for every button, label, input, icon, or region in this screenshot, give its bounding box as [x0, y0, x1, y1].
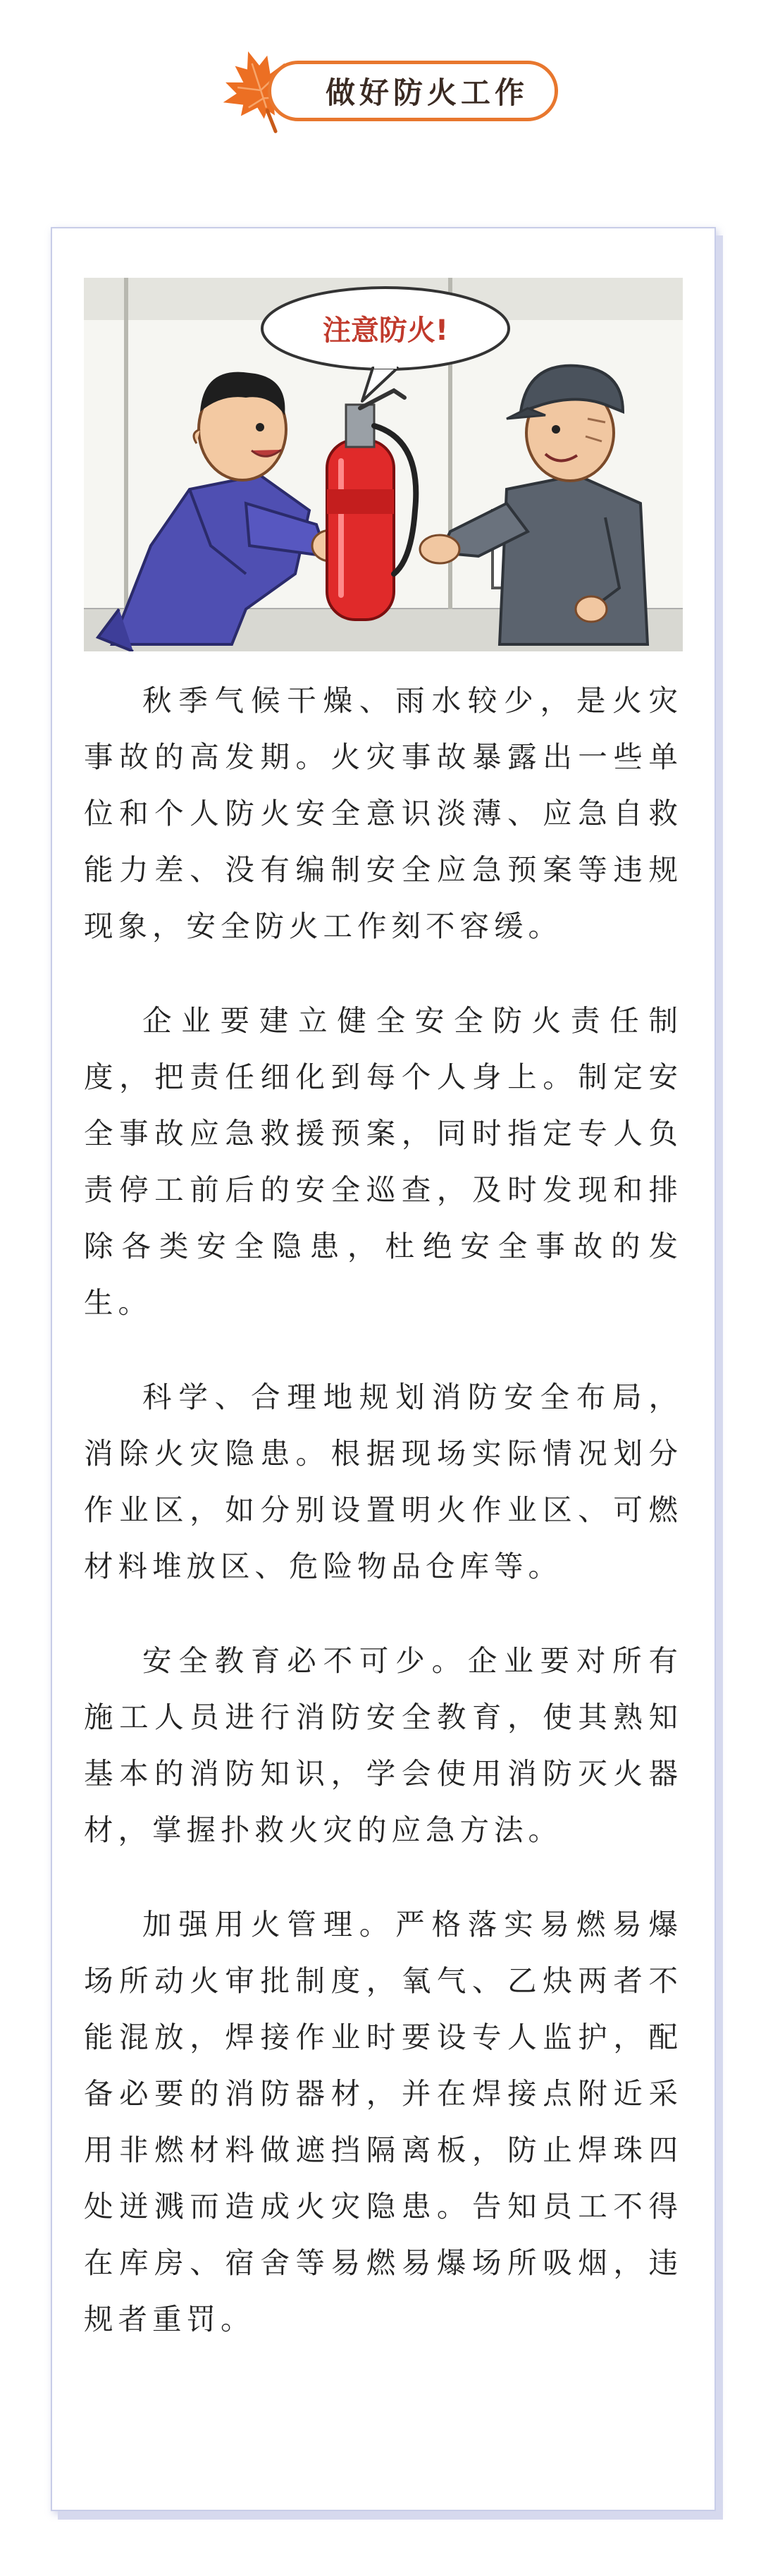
- title-pill: [268, 61, 558, 121]
- paragraph-2: 企业要建立健全安全防火责任制度，把责任细化到每个人身上。制定安全事故应急救援预案，同时指定专人负责停工前后的安全巡查，及时发现和排除各类安全隐患，杜绝安全事故的发生。: [84, 1003, 683, 1320]
- article-body: [84, 673, 683, 2386]
- paragraph-5: 加强用火管理。严格落实易燃易爆场所动火审批制度，氧气、乙炔两者不能混放，焊接作业时要设专人监护，配备必要的消防器材，并在焊接点附近采用非燃材料做遮挡隔离板，防止焊珠四处迸溅而造成火灾隐患。告知员工不得在库房、宿舍等易燃易爆场所吸烟，违规者重罚。: [84, 1907, 683, 2336]
- speech-bubble-text: 注意防火!: [322, 314, 449, 347]
- page-title: 做好防火工作: [325, 75, 528, 110]
- fire-safety-illustration: [84, 278, 683, 651]
- title-banner: [211, 44, 564, 135]
- paragraph-4: 安全教育必不可少。企业要对所有施工人员进行消防安全教育，使其熟知基本的消防知识，学会使用消防灭火器材，掌握扑救火灾的应急方法。: [84, 1643, 683, 1847]
- paragraph-3: 科学、合理地规划消防安全布局，消除火灾隐患。根据现场实际情况划分作业区，如分别设置明火作业区、可燃材料堆放区、危险物品仓库等。: [84, 1380, 683, 1583]
- paragraph-1: 秋季气候干燥、雨水较少，是火灾事故的高发期。火灾事故暴露出一些单位和个人防火安全意识淡薄、应急自救能力差、没有编制安全应急预案等违规现象，安全防火工作刻不容缓。: [84, 683, 683, 943]
- article-card: [51, 227, 716, 2511]
